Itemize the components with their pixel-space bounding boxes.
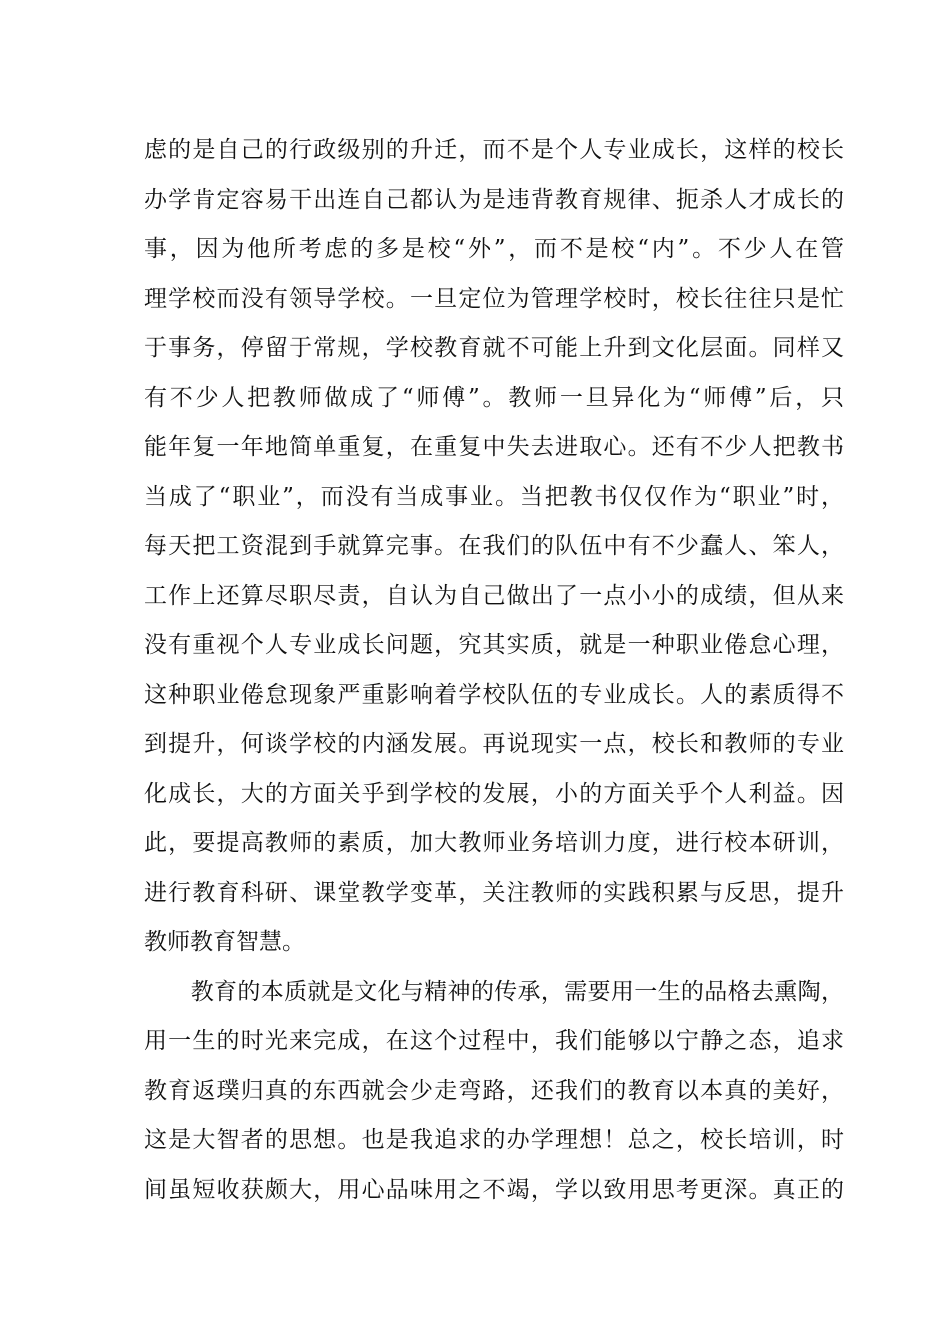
text-line: 有不少人把教师做成了“师傅”。教师一旦异化为“师傅”后，只 (144, 384, 844, 411)
text-line: 教育返璞归真的东西就会少走弯路，还我们的教育以本真的美好， (144, 1077, 844, 1104)
text-line: 这是大智者的思想。也是我追求的办学理想！总之，校长培训，时 (144, 1127, 844, 1153)
text-line: 每天把工资混到手就算完事。在我们的队伍中有不少蠢人、笨人， (144, 533, 844, 559)
text-line: 用一生的时光来完成，在这个过程中，我们能够以宁静之态，追求 (144, 1028, 844, 1054)
text-line: 工作上还算尽职尽责，自认为自己做出了一点小小的成绩，但从来 (144, 582, 844, 609)
text-line: 理学校而没有领导学校。一旦定位为管理学校时，校长往往只是忙 (144, 285, 844, 312)
text-line: 没有重视个人专业成长问题，究其实质，就是一种职业倦怠心理， (144, 632, 844, 658)
text-line: 能年复一年地简单重复，在重复中失去进取心。还有不少人把教书 (144, 434, 844, 460)
text-line: 这种职业倦怠现象严重影响着学校队伍的专业成长。人的素质得不 (144, 681, 844, 708)
text-line: 间虽短收获颇大，用心品味用之不竭，学以致用思考更深。真正的 (144, 1176, 844, 1203)
text-line: 到提升，何谈学校的内涵发展。再说现实一点，校长和教师的专业 (144, 731, 844, 757)
text-line: 教师教育智慧。 (144, 929, 305, 955)
text-line: 化成长，大的方面关乎到学校的发展，小的方面关乎个人利益。因 (144, 780, 844, 807)
text-line: 当成了“职业”，而没有当成事业。当把教书仅仅作为“职业”时， (144, 483, 844, 510)
text-line: 进行教育科研、课堂教学变革，关注教师的实践积累与反思，提升 (144, 879, 844, 906)
text-line: 虑的是自己的行政级别的升迁，而不是个人专业成长，这样的校长 (144, 137, 844, 163)
text-line: 教育的本质就是文化与精神的传承，需要用一生的品格去熏陶， (144, 978, 844, 1005)
text-line: 此，要提高教师的素质，加大教师业务培训力度，进行校本研训， (144, 830, 844, 856)
document-body (144, 126, 844, 1215)
paragraph-2 (144, 968, 844, 1216)
paragraph-1 (144, 126, 844, 968)
text-line: 事，因为他所考虑的多是校“外”，而不是校“内”。不少人在管 (144, 236, 844, 262)
text-line: 办学肯定容易干出连自己都认为是违背教育规律、扼杀人才成长的 (144, 186, 844, 213)
text-line: 于事务，停留于常规，学校教育就不可能上升到文化层面。同样又 (144, 335, 844, 361)
